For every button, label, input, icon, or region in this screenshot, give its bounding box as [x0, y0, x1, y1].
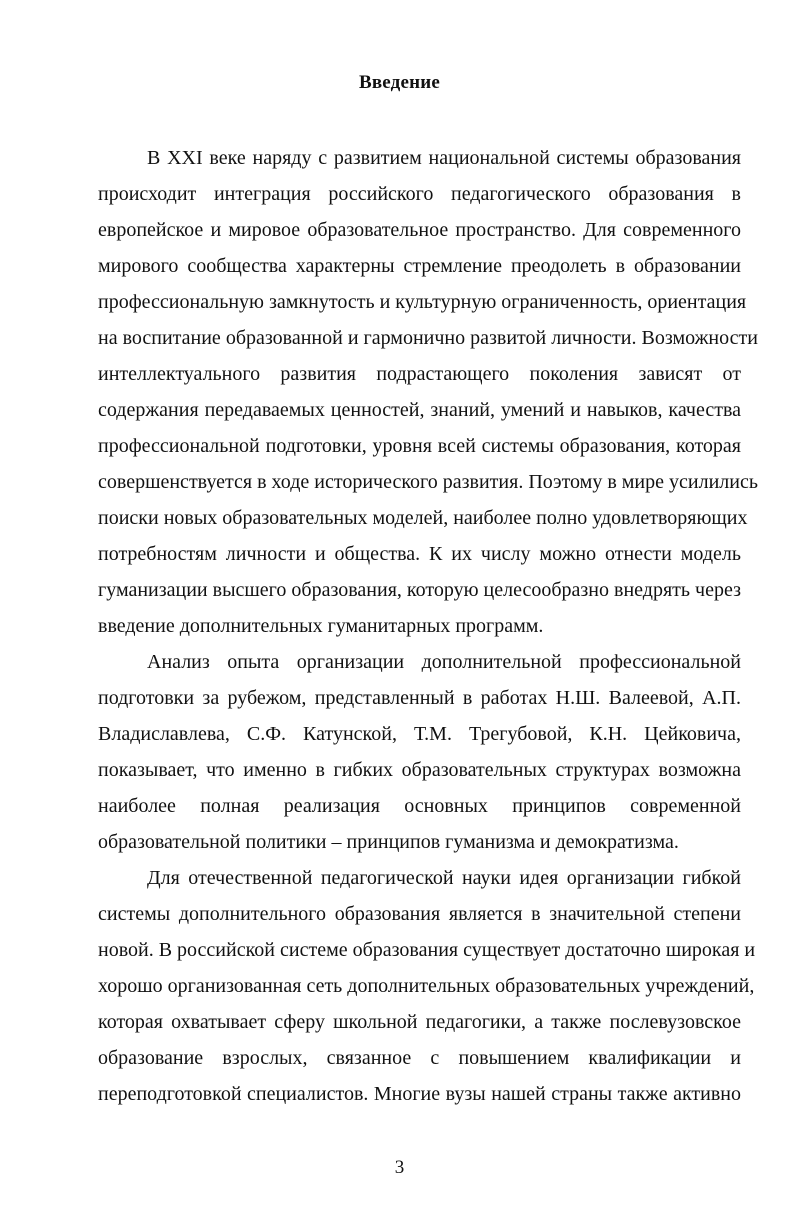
text-line: Владиславлева, С.Ф. Катунской, Т.М. Трегубовой, К.Н. Цейковича,	[98, 723, 741, 745]
text-line: новой. В российской системе образования существует достаточно широкая и	[98, 939, 756, 961]
text-line: интеллектуального развития подрастающего поколения зависят от	[98, 363, 741, 385]
text-line: хорошо организованная сеть дополнительных образовательных учреждений,	[98, 975, 755, 997]
text-line: введение дополнительных гуманитарных программ.	[98, 615, 544, 637]
text-line: мирового сообщества характерны стремление преодолеть в образовании	[98, 255, 741, 277]
text-line: потребностям личности и общества. К их числу можно отнести модель	[98, 543, 741, 565]
body-text	[98, 140, 758, 1112]
text-line: Для отечественной педагогической науки идея организации гибкой	[147, 867, 741, 889]
text-line: образовательной политики – принципов гуманизма и демократизма.	[98, 831, 679, 853]
text-line: системы дополнительного образования является в значительной степени	[98, 903, 741, 925]
text-line: показывает, что именно в гибких образовательных структурах возможна	[98, 759, 741, 781]
text-line: образование взрослых, связанное с повышением квалификации и	[98, 1047, 741, 1069]
text-line: которая охватывает сферу школьной педагогики, а также послевузовское	[98, 1011, 741, 1033]
text-line: профессиональную замкнутость и культурную ограниченность, ориентация	[98, 291, 747, 313]
text-line: переподготовкой специалистов. Многие вузы нашей страны также активно	[98, 1083, 741, 1105]
text-line: подготовки за рубежом, представленный в работах Н.Ш. Валеевой, А.П.	[98, 687, 741, 709]
text-line: Анализ опыта организации дополнительной профессиональной	[147, 651, 741, 673]
text-line: профессиональной подготовки, уровня всей системы образования, которая	[98, 435, 741, 457]
text-line: происходит интеграция российского педагогического образования в	[98, 183, 741, 205]
page-title: Введение	[358, 72, 441, 93]
text-line: совершенствуется в ходе исторического развития. Поэтому в мире усилились	[98, 471, 758, 493]
text-line: гуманизации высшего образования, которую целесообразно внедрять через	[98, 579, 741, 601]
text-line: наиболее полная реализация основных принципов современной	[98, 795, 741, 817]
text-line: В XXI веке наряду с развитием национальной системы образования	[147, 147, 741, 169]
page-number: 3	[394, 1157, 405, 1178]
text-line: поиски новых образовательных моделей, наиболее полно удовлетворяющих	[98, 507, 748, 529]
text-line: европейское и мировое образовательное пространство. Для современного	[98, 219, 741, 241]
text-line: на воспитание образованной и гармонично развитой личности. Возможности	[98, 327, 758, 349]
text-line: содержания передаваемых ценностей, знаний, умений и навыков, качества	[98, 399, 741, 421]
